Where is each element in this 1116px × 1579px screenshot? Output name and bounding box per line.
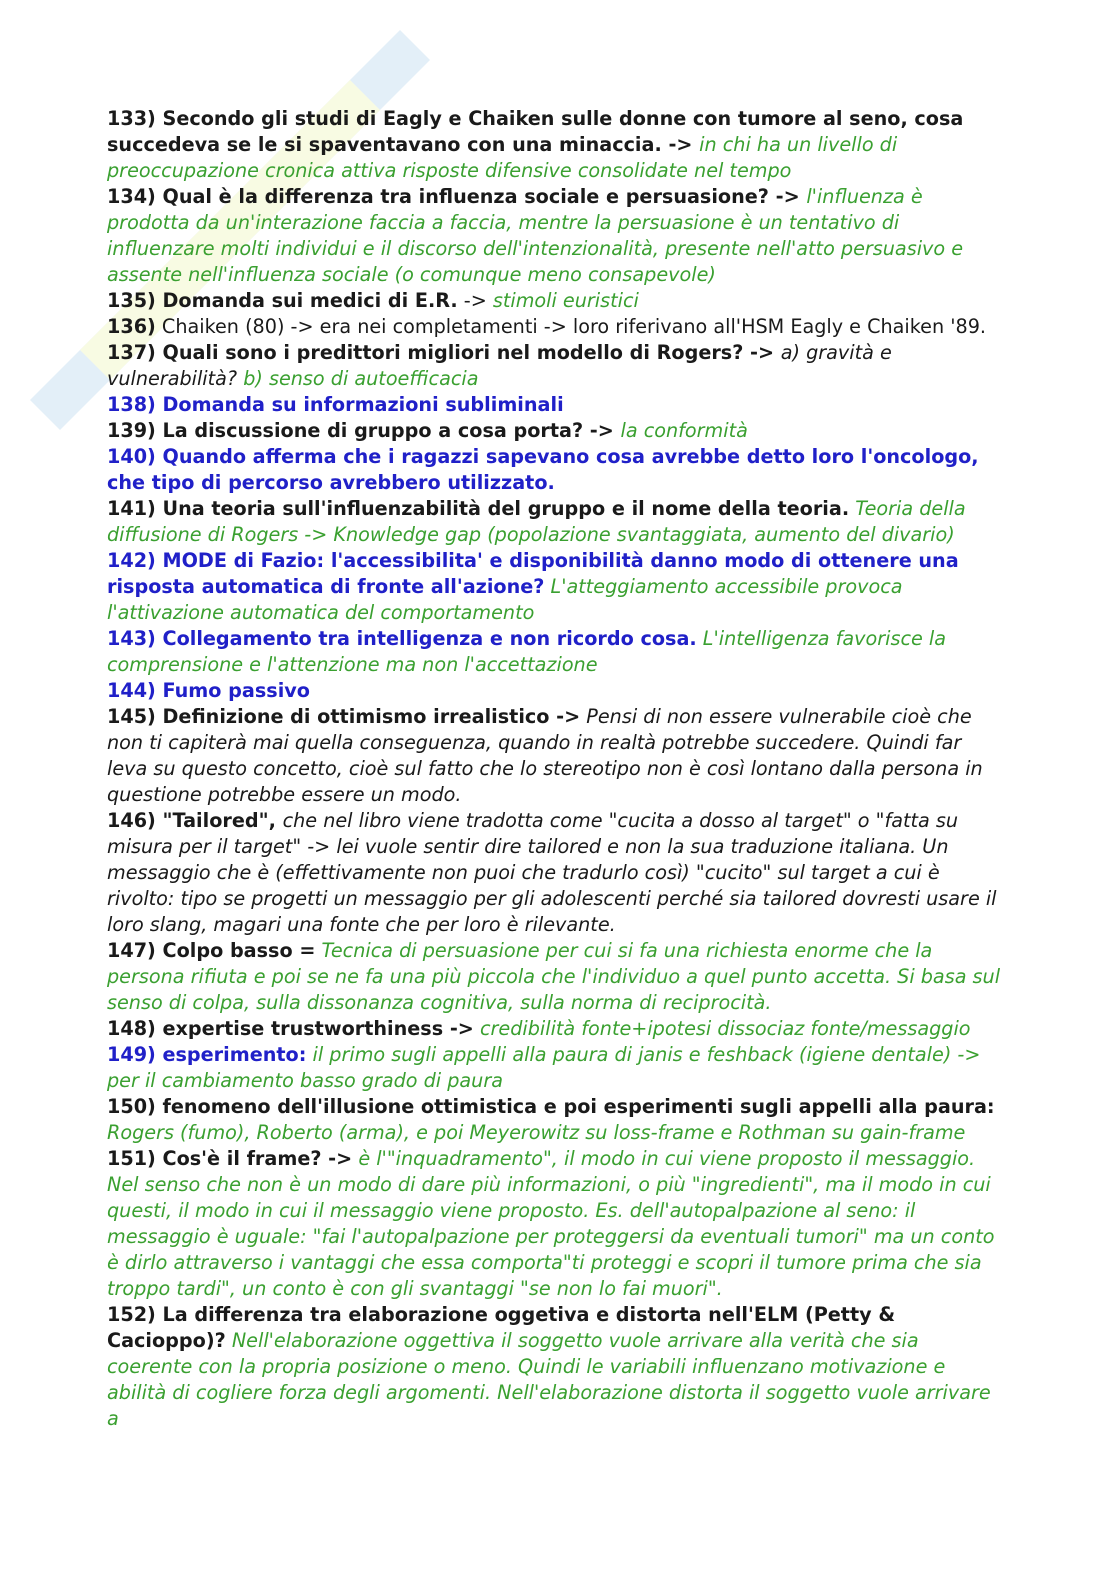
qa-item-134: 134) Qual è la differenza tra influenza sociale e persuasione? -> l'influenza è prodotta da un'interazione faccia a faccia, mentre la persuasione è un tentativo di influenzare molti individui e il discorso dell'intenzionalità, presente nell'atto persuasivo e assente nell'influenza sociale (o comunque meno consapevole) bbox=[107, 185, 964, 286]
qa-item-152: 152) La differenza tra elaborazione oggetiva e distorta nell'ELM (Petty & Cacioppo)? Nell'elaborazione oggettiva il soggetto vuole arrivare alla verità che sia coerente con la propria posizione o meno. Quindi le variabili influenzano motivazione e abilità di cogliere forza degli argomenti. Nell'elaborazione distorta il soggetto vuole arrivare a bbox=[107, 1303, 991, 1430]
qa-item-139: 139) La discussione di gruppo a cosa porta? -> la conformità bbox=[107, 419, 748, 442]
qa-item-145: 145) Definizione di ottimismo irrealistico -> Pensi di non essere vulnerabile cioè che non ti capiterà mai quella conseguenza, quando in realtà potrebbe succedere. Quindi far leva su questo concetto, cioè sul fatto che lo stereotipo non è così lontano dalla persona in questione potrebbe essere un modo. bbox=[107, 705, 983, 806]
qa-item-144: 144) Fumo passivo bbox=[107, 679, 310, 702]
qa-item-137: 137) Quali sono i predittori migliori nel modello di Rogers? -> a) gravità e vulnerabilità? b) senso di autoefficacia bbox=[107, 341, 892, 390]
qa-item-136: 136) Chaiken (80) -> era nei completamenti -> loro riferivano all'HSM Eagly e Chaiken '89. bbox=[107, 315, 987, 338]
qa-document bbox=[107, 106, 1007, 1432]
qa-item-140: 140) Quando afferma che i ragazzi sapevano cosa avrebbe detto loro l'oncologo, che tipo di percorso avrebbero utilizzato. bbox=[107, 445, 979, 494]
qa-item-138: 138) Domanda su informazioni subliminali bbox=[107, 393, 564, 416]
qa-item-133: 133) Secondo gli studi di Eagly e Chaiken sulle donne con tumore al seno, cosa succedeva se le si spaventavano con una minaccia. -> in chi ha un livello di preoccupazione cronica attiva risposte difensive consolidate nel tempo bbox=[107, 107, 964, 182]
qa-item-135: 135) Domanda sui medici di E.R. -> stimoli euristici bbox=[107, 289, 639, 312]
qa-item-148: 148) expertise trustworthiness -> credibilità fonte+ipotesi dissociaz fonte/messaggio bbox=[107, 1017, 971, 1040]
qa-item-142: 142) MODE di Fazio: l'accessibilita' e disponibilità danno modo di ottenere una risposta automatica di fronte all'azione? L'atteggiamento accessibile provoca l'attivazione automatica del comportamento bbox=[107, 549, 959, 624]
qa-item-149: 149) esperimento: il primo sugli appelli alla paura di janis e feshback (igiene dentale) -> per il cambiamento basso grado di paura bbox=[107, 1043, 981, 1092]
qa-item-151: 151) Cos'è il frame? -> è l'"inquadramento", il modo in cui viene proposto il messaggio. Nel senso che non è un modo di dare più informazioni, o più "ingredienti", ma il modo in cui questi, il modo in cui il messaggio viene proposto. Es. dell'autopalpazione al seno: il messaggio è uguale: "fai l'autopalpazione per proteggersi da eventuali tumori" ma un conto è dirlo attraverso i vantaggi che essa comporta"ti proteggi e scopri il tumore prima che sia troppo tardi", un conto è con gli svantaggi "se non lo fai muori". bbox=[107, 1147, 995, 1300]
qa-item-143: 143) Collegamento tra intelligenza e non ricordo cosa. L'intelligenza favorisce la comprensione e l'attenzione ma non l'accettazione bbox=[107, 627, 947, 676]
qa-item-147: 147) Colpo basso = Tecnica di persuasione per cui si fa una richiesta enorme che la persona rifiuta e poi se ne fa una più piccola che l'individuo a quel punto accetta. Si basa sul senso di colpa, sulla dissonanza cognitiva, sulla norma di reciprocità. bbox=[107, 939, 1001, 1014]
qa-item-141: 141) Una teoria sull'influenzabilità del gruppo e il nome della teoria. Teoria della diffusione di Rogers -> Knowledge gap (popolazione svantaggiata, aumento del divario) bbox=[107, 497, 966, 546]
qa-item-146: 146) "Tailored", che nel libro viene tradotta come "cucita a dosso al target" o "fatta su misura per il target" -> lei vuole sentir dire tailored e non la sua traduzione italiana. Un messaggio che è (effettivamente non puoi che tradurlo così) "cucito" sul target a cui è rivolto: tipo se progetti un messaggio per gli adolescenti perché sia tailored dovresti usare il loro slang, magari una fonte che per loro è rilevante. bbox=[107, 809, 997, 936]
qa-item-150: 150) fenomeno dell'illusione ottimistica e poi esperimenti sugli appelli alla paura: Rogers (fumo), Roberto (arma), e poi Meyerowitz su loss-frame e Rothman su gain-frame bbox=[107, 1095, 995, 1144]
